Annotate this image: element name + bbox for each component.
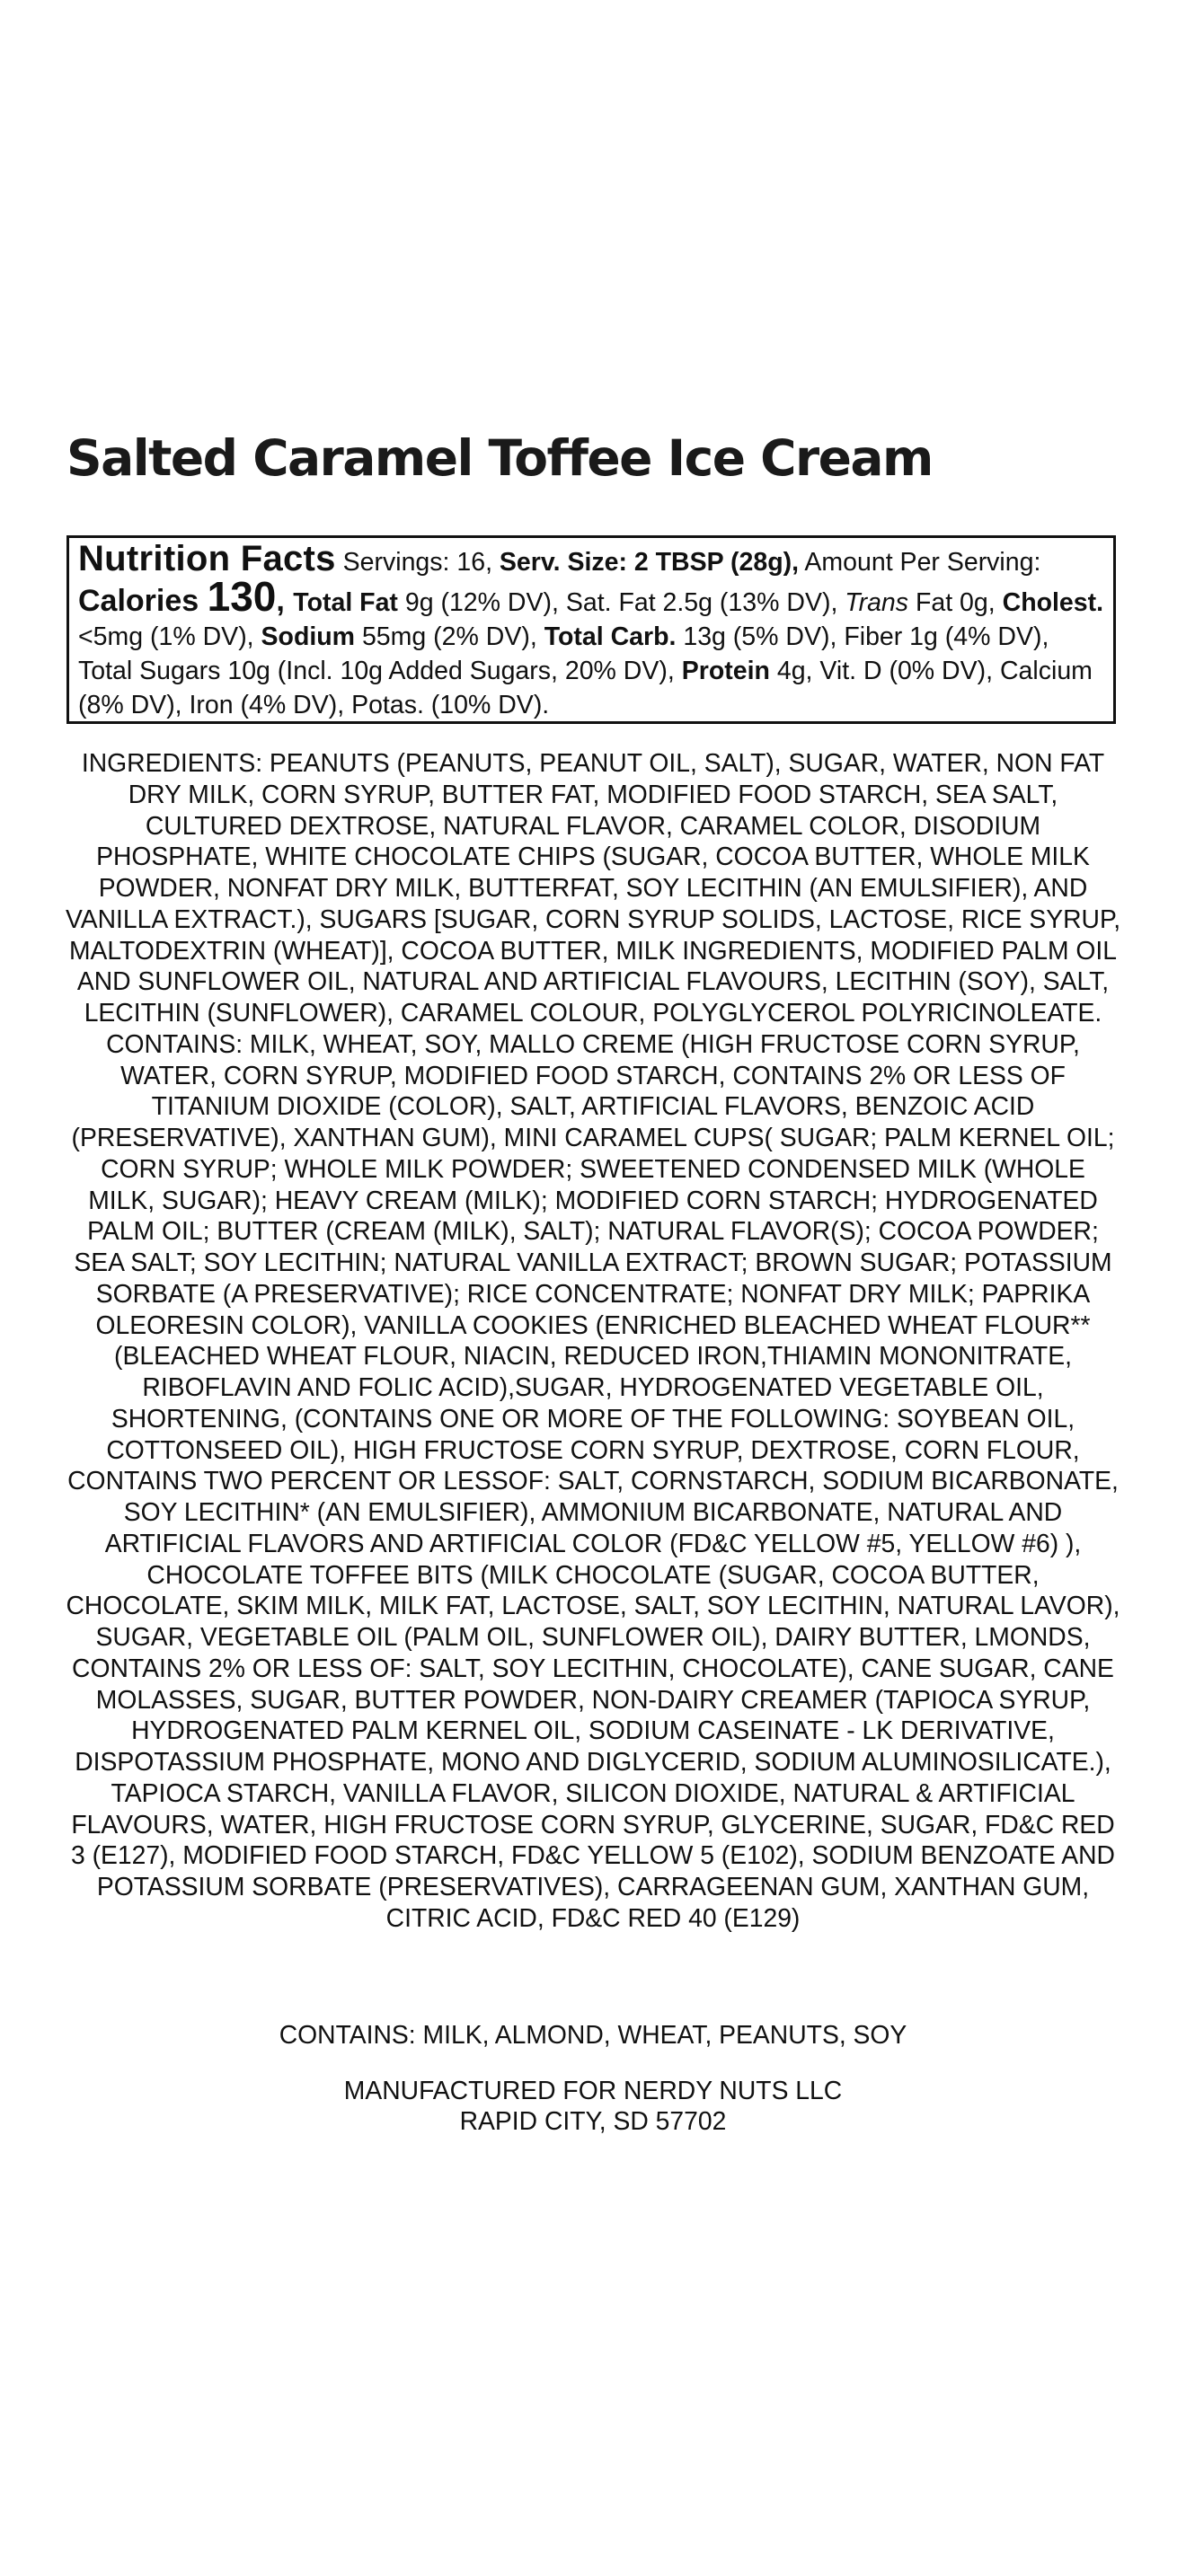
serving-size: Serv. Size: 2 TBSP (28g), (499, 548, 800, 577)
manufacturer-line: MANUFACTURED FOR NERDY NUTS LLC (343, 2076, 843, 2104)
product-title: Salted Caramel Toffee Ice Cream (66, 429, 933, 487)
total-carb-label: Total Carb. (544, 622, 677, 651)
sodium-value: 55mg (2% DV), (355, 622, 544, 651)
total-carb-value: 13g (5% DV), Fiber 1g (4% DV), Total Sugars 10g (Incl. 10g Added Sugars, 20% DV), (78, 622, 1049, 685)
servings-text: Servings: 16, (335, 548, 500, 577)
nutrition-facts-heading: Nutrition Facts (78, 539, 336, 578)
nutrition-facts-panel (66, 535, 1116, 724)
ingredients-list: INGREDIENTS: PEANUTS (PEANUTS, PEANUT OIL, SALT), SUGAR, WATER, NON FAT DRY MILK, CORN SYRUP, BUTTER FAT, MODIFIED FOOD STARCH, SEA SALT, CULTURED DEXTROSE, NATURAL FLAVOR, CARAMEL COLOR, DISODIUM PHOSPHATE, WHITE CHOCOLATE CHIPS (SUGAR, COCOA BUTTER, WHOLE MILK POWDER, NONFAT DRY MILK, BUTTERFAT, SOY LECITHIN (AN EMULSIFIER), AND VANILLA EXTRACT.), SUGARS [SUGAR, CORN SYRUP SOLIDS, LACTOSE, RICE SYRUP, MALTODEXTRIN (WHEAT)], COCOA BUTTER, MILK INGREDIENTS, MODIFIED PALM OIL AND SUNFLOWER OIL, NATURAL AND ARTIFICIAL FLAVOURS, LECITHIN (SOY), SALT, LECITHIN (SUNFLOWER), CARAMEL COLOUR, POLYGLYCEROL POLYRICINOLEATE. CONTAINS: MILK, WHEAT, SOY, MALLO CREME (HIGH FRUCTOSE CORN SYRUP, WATER, CORN SYRUP, MODIFIED FOOD STARCH, CONTAINS 2% OR LESS OF TITANIUM DIOXIDE (COLOR), SALT, ARTIFICIAL FLAVORS, BENZOIC ACID (PRESERVATIVE), XANTHAN GUM), MINI CARAMEL CUPS( SUGAR; PALM KERNEL OIL; CORN SYRUP; WHOLE MILK POWDER; SWEETENED CONDENSED MILK (WHOLE MILK, SUGAR); HEAVY CREAM (MILK); MODIFIED CORN STARCH; HYDROGENATED PALM OIL; BUTTER (CREAM (MILK), SALT); NATURAL FLAVOR(S); COCOA POWDER; SEA SALT; SOY LECITHIN; NATURAL VANILLA EXTRACT; BROWN SUGAR; POTASSIUM SORBATE (A PRESERVATIVE); RICE CONCENTRATE; NONFAT DRY MILK; PAPRIKA OLEORESIN COLOR), VANILLA COOKIES (ENRICHED BLEACHED WHEAT FLOUR** (BLEACHED WHEAT FLOUR, NIACIN, REDUCED IRON,THIAMIN MONONITRATE, RIBOFLAVIN AND FOLIC ACID),SUGAR, HYDROGENATED VEGETABLE OIL, SHORTENING, (CONTAINS ONE OR MORE OF THE FOLLOWING: SOYBEAN OIL, COTTONSEED OIL), HIGH FRUCTOSE CORN SYRUP, DEXTROSE, CORN FLOUR, CONTAINS TWO PERCENT OR LESSOF: SALT, CORNSTARCH, SODIUM BICARBONATE, SOY LECITHIN* (AN EMULSIFIER), AMMONIUM BICARBONATE, NATURAL AND ARTIFICIAL FLAVORS AND ARTIFICIAL COLOR (FD&C YELLOW #5, YELLOW #6) ), CHOCOLATE TOFFEE BITS (MILK CHOCOLATE (SUGAR, COCOA BUTTER, CHOCOLATE, SKIM MILK, MILK FAT, LACTOSE, SALT, SOY LECITHIN, NATURAL LAVOR), SUGAR, VEGETABLE OIL (PALM OIL, SUNFLOWER OIL), DAIRY BUTTER, LMONDS, CONTAINS 2% OR LESS OF: SALT, SOY LECITHIN, CHOCOLATE), CANE SUGAR, CANE MOLASSES, SUGAR, BUTTER POWDER, NON-DAIRY CREAMER (TAPIOCA SYRUP, HYDROGENATED PALM KERNEL OIL, SODIUM CASEINATE - LK DERIVATIVE, DISPOTASSIUM PHOSPHATE, MONO AND DIGLYCERID, SODIUM ALUMINOSILICATE.), TAPIOCA STARCH, VANILLA FLAVOR, SILICON DIOXIDE, NATURAL & ARTIFICIAL FLAVOURS, WATER, HIGH FRUCTOSE CORN SYRUP, GLYCERINE, SUGAR, FD&C RED 3 (E127), MODIFIED FOOD STARCH, FD&C YELLOW 5 (E102), SODIUM BENZOATE AND POTASSIUM SORBATE (PRESERVATIVES), CARRAGEENAN GUM, XANTHAN GUM, CITRIC ACID, FD&C RED 40 (E129) (65, 748, 1121, 1932)
manufacturer-info (0, 2075, 1186, 2136)
calories-separator: , (276, 584, 294, 618)
protein-value: 4g, Vit. D (0% DV), Calcium (8% DV), Iron (4% DV), Potas. (10% DV). (78, 657, 1093, 719)
total-fat-label: Total Fat (293, 588, 398, 617)
calories-label: Calories (78, 584, 208, 618)
trans-fat-value: Fat 0g, (908, 588, 1003, 617)
trans-fat-label: Trans (845, 588, 909, 617)
calories-value: 130 (207, 573, 277, 620)
allergen-statement: CONTAINS: MILK, ALMOND, WHEAT, PEANUTS, SOY (279, 2020, 907, 2049)
sodium-label: Sodium (261, 622, 356, 651)
cholesterol-label: Cholest. (1002, 588, 1104, 617)
amount-per-serving: Amount Per Serving: (799, 548, 1041, 577)
manufacturer-address: RAPID CITY, SD 57702 (459, 2106, 727, 2135)
cholesterol-value: <5mg (1% DV), (78, 622, 261, 651)
protein-label: Protein (681, 657, 770, 685)
total-fat-value: 9g (12% DV), Sat. Fat 2.5g (13% DV), (397, 588, 845, 617)
